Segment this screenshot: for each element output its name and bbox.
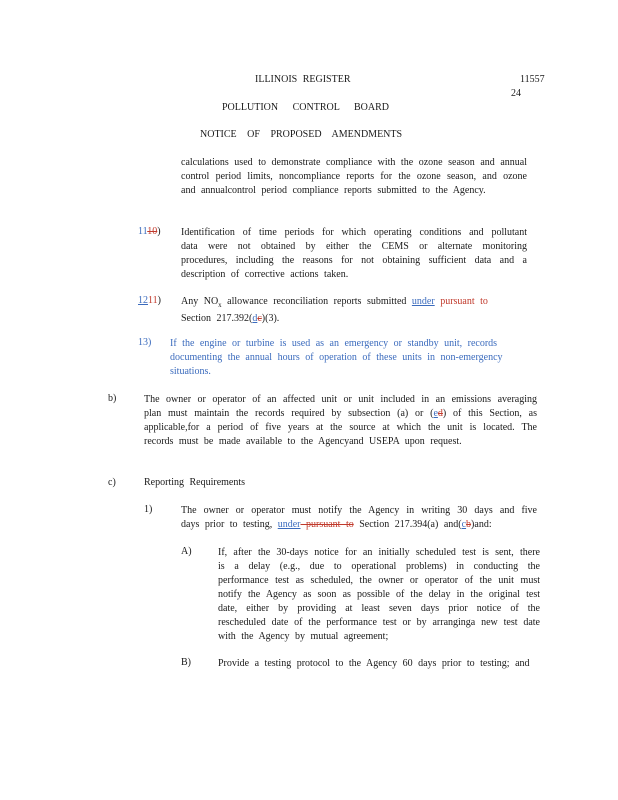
para-b-inserted-e: e [433,408,438,419]
para-c-label: c) [108,477,116,488]
item-c1-inserted-under: under [277,519,301,530]
item-12-inserted-d: d [252,313,258,324]
item-12-text-b: allowance reconciliation reports submitted [221,296,412,307]
notice-title: NOTICE OF PROPOSED AMENDMENTS [200,129,403,140]
item-12-to: to [474,296,488,307]
item-c1-inserted-c: c [461,519,467,530]
item-c1-text-b: Section 217.394(a) and( [353,519,462,530]
continued-paragraph: calculations used to demonstrate compliance with the ozone season and annual control period limits, noncompliance reports for the ozone season, and ozone and annualcontrol period compliance reports submitted to the Agency. [181,157,527,196]
para-b-text [144,393,537,449]
para-b-text-a: The owner or operator of an affected unit or unit included in an emissions averaging plan must maintain the records required by subsection (a) or ( [144,394,537,419]
item-12-label [138,295,161,306]
item-c1-text-a: The owner or operator must notify the Agency in writing 30 days and five days prior to testing, [181,505,537,530]
item-12-end: )(3). [261,313,280,324]
item-11-text: Identification of time periods for which operating conditions and pollutant data were not obtained by either the CEMS or alternate monitoring procedures, including the reasons for not obtaining sufficient data and a description of corrective actions taken. [181,227,527,280]
register-title: ILLINOIS REGISTER [255,74,351,85]
item-11-label [138,226,161,237]
item-a-text: If, after the 30-days notice for an initially scheduled test is sent, there is a delay (e.g., due to operational problems) in conducting the performance test as scheduled, the owner or operator of the unit must notify the Agency as soon as possible of the delay in the original test date, either by providing at least seven days prior notice of the rescheduled date of the performance test or by arranginga new test date with the Agency by mutual agreement; [218,547,540,642]
item-12-suffix: ) [157,295,161,306]
issue-number: 24 [511,88,521,99]
item-12-new-number: 12 [138,295,148,306]
item-12-old-number: 11 [148,295,158,306]
para-b-text-b: ) of this Section, as applicable,for a period of five years at the source at which the unit is located. The records must be made available to the Agencyand USEPA upon request. [144,408,538,447]
item-11-suffix: ) [157,226,161,237]
item-c1-deleted-pursuant: pursuant to [300,519,354,530]
item-12-pursuant: pursuant [434,296,475,307]
item-a-label: A) [181,546,192,557]
item-12-text-a: Any NO [181,296,219,307]
item-c1-deleted-b: b [466,519,472,530]
item-13-text: If the engine or turbine is used as an emergency or standby unit, records documenting the annual hours of operation of these units in non-emergency situations. [170,338,503,377]
item-c1-text-c: )and: [471,519,492,530]
para-c-heading: Reporting Requirements [144,477,246,488]
item-12-section: Section 217.392( [181,313,253,324]
para-b-deleted-d: d [437,408,443,419]
item-b-label: B) [181,657,191,668]
item-12-subscript: x [218,301,222,309]
item-c1-label: 1) [144,504,153,515]
item-12-inserted-under: under [411,296,435,307]
para-b-label: b) [108,393,117,404]
item-b-text: Provide a testing protocol to the Agency 60 days prior to testing; and [218,658,530,669]
item-13-label: 13) [138,337,152,348]
item-11-old-number: 10 [147,226,158,237]
item-c1-text [181,504,537,532]
item-11-new-number: 11 [138,226,148,237]
item-12-text [181,295,527,326]
item-12-deleted-c: c [257,313,262,324]
page-number: 11557 [520,74,545,85]
agency-title: POLLUTION CONTROL BOARD [222,102,389,113]
